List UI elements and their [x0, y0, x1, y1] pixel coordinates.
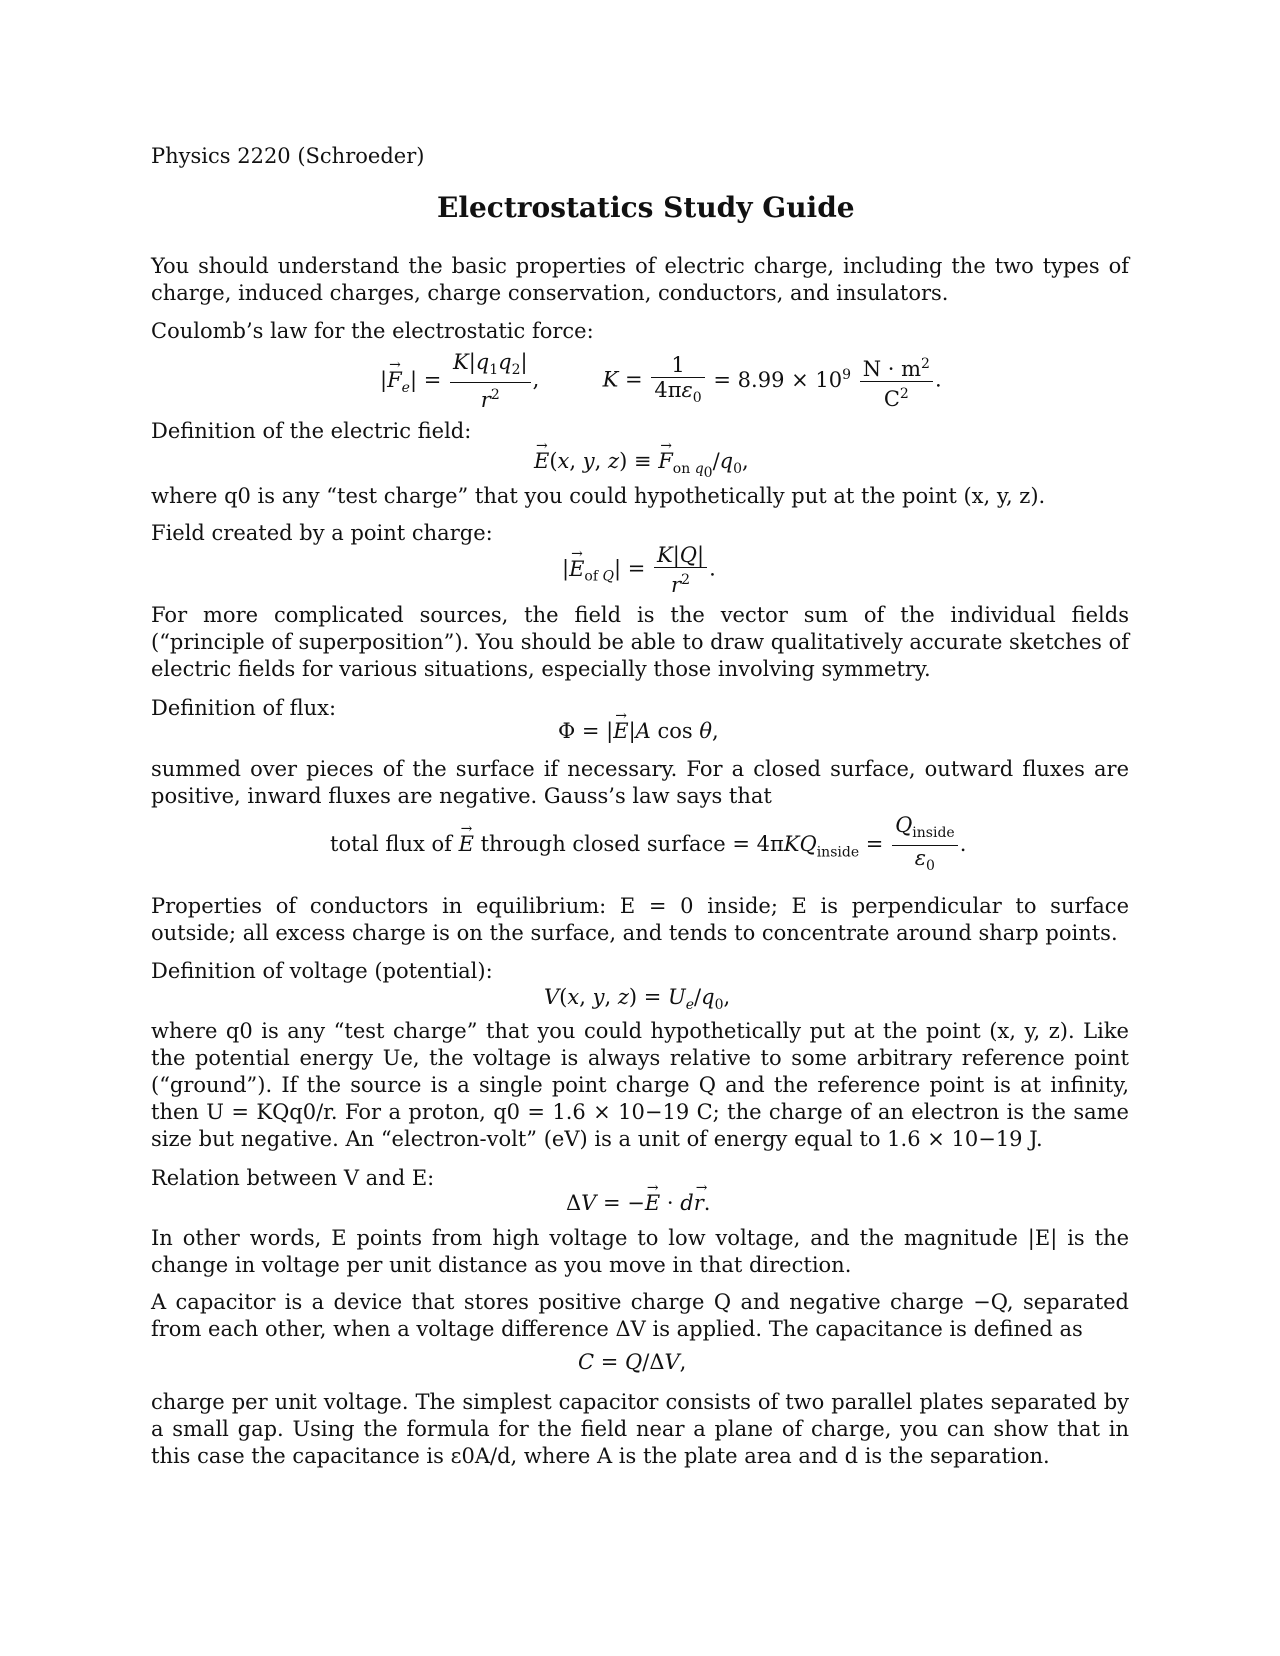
flux-equation: Φ = |→ E|A cos θ,	[558, 718, 719, 745]
conductors-paragraph: Properties of conductors in equilibrium: E = 0 inside; E is perpendicular to surface outside; all excess charge is on the surface, and tends to concentrate around sharp points.	[151, 894, 1129, 945]
flux-sum-paragraph: summed over pieces of the surface if necessary. For a closed surface, outward fluxes are positive, inward fluxes are negative. Gauss’s law says that	[151, 757, 1129, 808]
coulomb-equation: |→ $F_e|$ = $\frac{K|q_1q_2|}{r^2}$ , K = $\frac{1}{4\pi\varepsilon_0}$ = $8.99 \times 10^9$ $\frac{N \cdot m^2}{C^2}$ .	[380, 350, 942, 412]
course-header: Physics 2220 (Schroeder)	[151, 144, 425, 168]
gauss-law-equation: total flux of → E through closed surface = 4πKQ$_{inside}$ = $\frac{Q_{inside}}{\varepsilon_0}$ .	[330, 813, 966, 878]
coulomb-equation-text	[0, 1600, 452, 1601]
relation-paragraph: In other words, E points from high voltage to low voltage, and the magnitude |E| is the change in voltage per unit distance as you move in that direction.	[151, 1226, 1129, 1277]
capacitor-paragraph: A capacitor is a device that stores positive charge Q and negative charge −Q, separated from each other, when a voltage difference ΔV is applied. The capacitance is defined as	[151, 1290, 1129, 1341]
capacitance-equation: C = Q/ΔV,	[578, 1350, 687, 1374]
field-definition-text	[458, 1600, 653, 1601]
coulomb-heading: Coulomb’s law for the electrostatic force:	[151, 319, 594, 343]
voltage-paragraph: where q0 is any “test charge” that you could hypothetically put at the point (x, y, z). Like the potential energy Ue, the voltage is always relative to some arbitrary reference point (“ground”). If the source is a single point charge Q and the reference point is at infinity, then U = KQq0/r. For a proton, q0 = 1.6 × 10−19 C; the charge of an electron is the same size but negative. An “electron-volt” (eV) is a unit of energy equal to 1.6 × 10−19 J.	[151, 1019, 1129, 1151]
voltage-equation: V(x, y, $z) = U_e/q_0$,	[544, 985, 731, 1014]
relation-equation: ΔV = −→ E · d→ r.	[566, 1190, 710, 1217]
flux-heading: Definition of flux:	[151, 696, 337, 720]
point-charge-heading: Field created by a point charge:	[151, 521, 493, 545]
page-title: Electrostatics Study Guide	[437, 191, 855, 224]
test-charge-note: where q0 is any “test charge” that you could hypothetically put at the point (x, y, z).	[151, 484, 1046, 508]
voltage-heading: Definition of voltage (potential):	[151, 959, 493, 983]
intro-paragraph: You should understand the basic properties of electric charge, including the two types of charge, induced charges, charge conservation, conductors, and insulators.	[151, 254, 1129, 305]
point-charge-text	[658, 1600, 813, 1601]
field-definition-equation: → E(x, y, z) ≡ → $F_{on q_0}/q_0$,	[534, 448, 749, 487]
plate-capacitor-paragraph: charge per unit voltage. The simplest capacitor consists of two parallel plates separated by a small gap. Using the formula for the field near a plane of charge, you can show that in this case the capacitance is ε0A/d, where A is the plate area and d is the separation.	[151, 1390, 1129, 1468]
flux-text	[818, 1600, 940, 1601]
relation-heading: Relation between V and E:	[151, 1166, 435, 1190]
point-charge-equation: |→ $E_{of Q}|$ = $\frac{K|Q|}{r^2}$ .	[562, 543, 716, 597]
field-definition-heading: Definition of the electric field:	[151, 419, 472, 443]
superposition-paragraph: For more complicated sources, the field is the vector sum of the individual fields (“principle of superposition”). You should be able to draw qualitatively accurate sketches of electric fields for various situations, especially those involving symmetry.	[151, 603, 1129, 681]
